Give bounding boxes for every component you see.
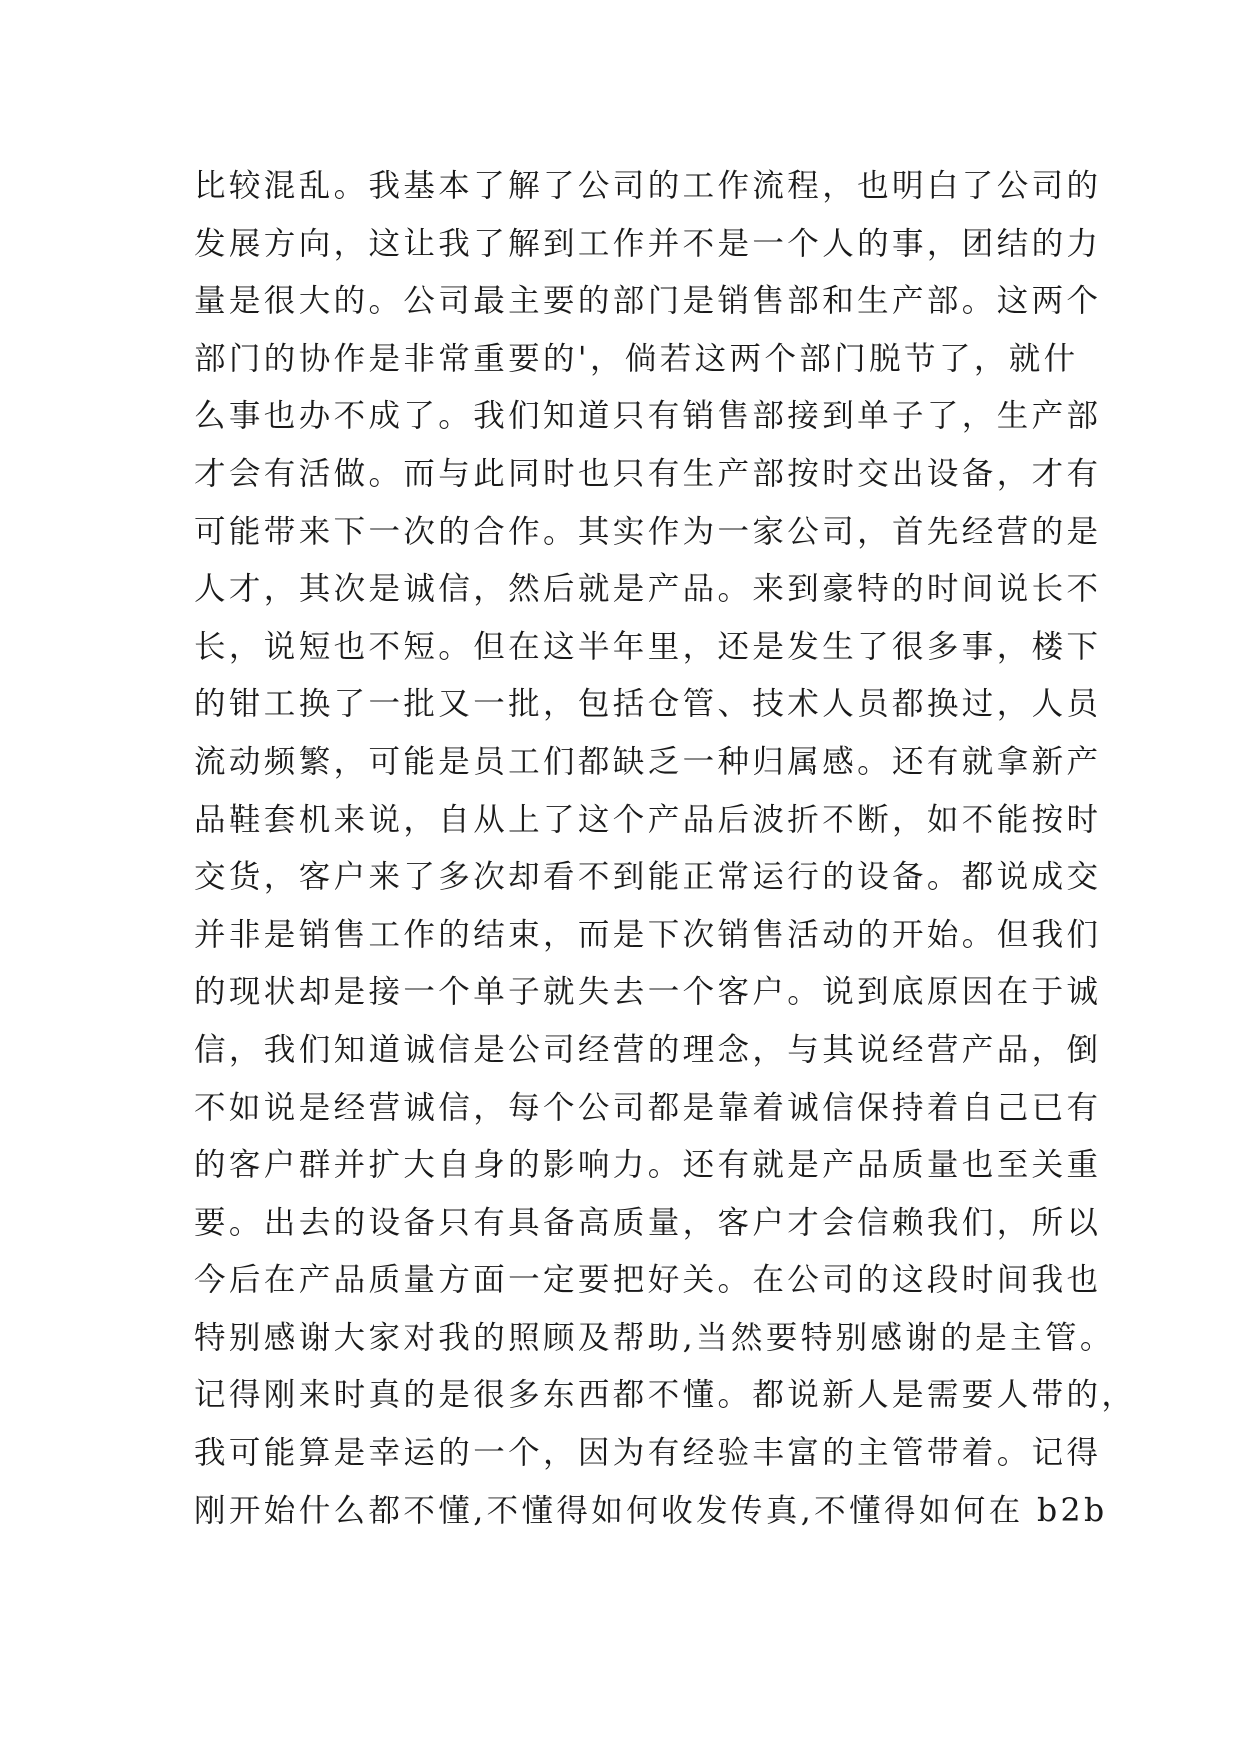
text-line: 的现状却是接一个单子就失去一个客户。说到底原因在于诚	[194, 974, 1102, 1011]
text-line: 可能带来下一次的合作。其实作为一家公司，首先经营的是	[194, 513, 1102, 550]
text-line: 长，说短也不短。但在这半年里，还是发生了很多事，楼下	[194, 628, 1102, 665]
text-line: 流动频繁，可能是员工们都缺乏一种归属感。还有就拿新产	[194, 743, 1102, 780]
body-text	[194, 158, 1137, 1540]
text-line: 刚开始什么都不懂,不懂得如何收发传真,不懂得如何在 b2b	[194, 1492, 1108, 1529]
text-line: 发展方向，这让我了解到工作并不是一个人的事，团结的力	[194, 225, 1102, 262]
text-line: 比较混乱。我基本了解了公司的工作流程，也明白了公司的	[194, 168, 1102, 204]
text-line: 么事也办不成了。我们知道只有销售部接到单子了，生产部	[194, 398, 1102, 435]
text-line: 特别感谢大家对我的照顾及帮助,当然要特别感谢的是主管。	[194, 1319, 1115, 1356]
text-line: 今后在产品质量方面一定要把好关。在公司的这段时间我也	[194, 1262, 1102, 1299]
text-line: 我可能算是幸运的一个，因为有经验丰富的主管带着。记得	[194, 1435, 1102, 1472]
text-line: 记得刚来时真的是很多东西都不懂。都说新人是需要人带的，	[194, 1377, 1137, 1414]
text-line: 并非是销售工作的结束，而是下次销售活动的开始。但我们	[194, 916, 1102, 953]
text-line: 部门的协作是非常重要的'，倘若这两个部门脱节了，就什	[194, 340, 1079, 377]
text-line: 的客户群并扩大自身的影响力。还有就是产品质量也至关重	[194, 1147, 1102, 1184]
text-line: 要。出去的设备只有具备高质量，客户才会信赖我们，所以	[194, 1204, 1102, 1241]
text-line: 不如说是经营诚信，每个公司都是靠着诚信保持着自己已有	[194, 1089, 1102, 1126]
text-line: 量是很大的。公司最主要的部门是销售部和生产部。这两个	[194, 283, 1102, 320]
text-line: 品鞋套机来说，自从上了这个产品后波折不断，如不能按时	[194, 801, 1102, 838]
text-line: 才会有活做。而与此同时也只有生产部按时交出设备，才有	[194, 455, 1102, 492]
text-line: 交货，客户来了多次却看不到能正常运行的设备。都说成交	[194, 859, 1102, 896]
text-line: 人才，其次是诚信，然后就是产品。来到豪特的时间说长不	[194, 571, 1102, 608]
text-line: 信，我们知道诚信是公司经营的理念，与其说经营产品，倒	[194, 1031, 1102, 1068]
text-line: 的钳工换了一批又一批，包括仓管、技术人员都换过，人员	[194, 686, 1102, 723]
